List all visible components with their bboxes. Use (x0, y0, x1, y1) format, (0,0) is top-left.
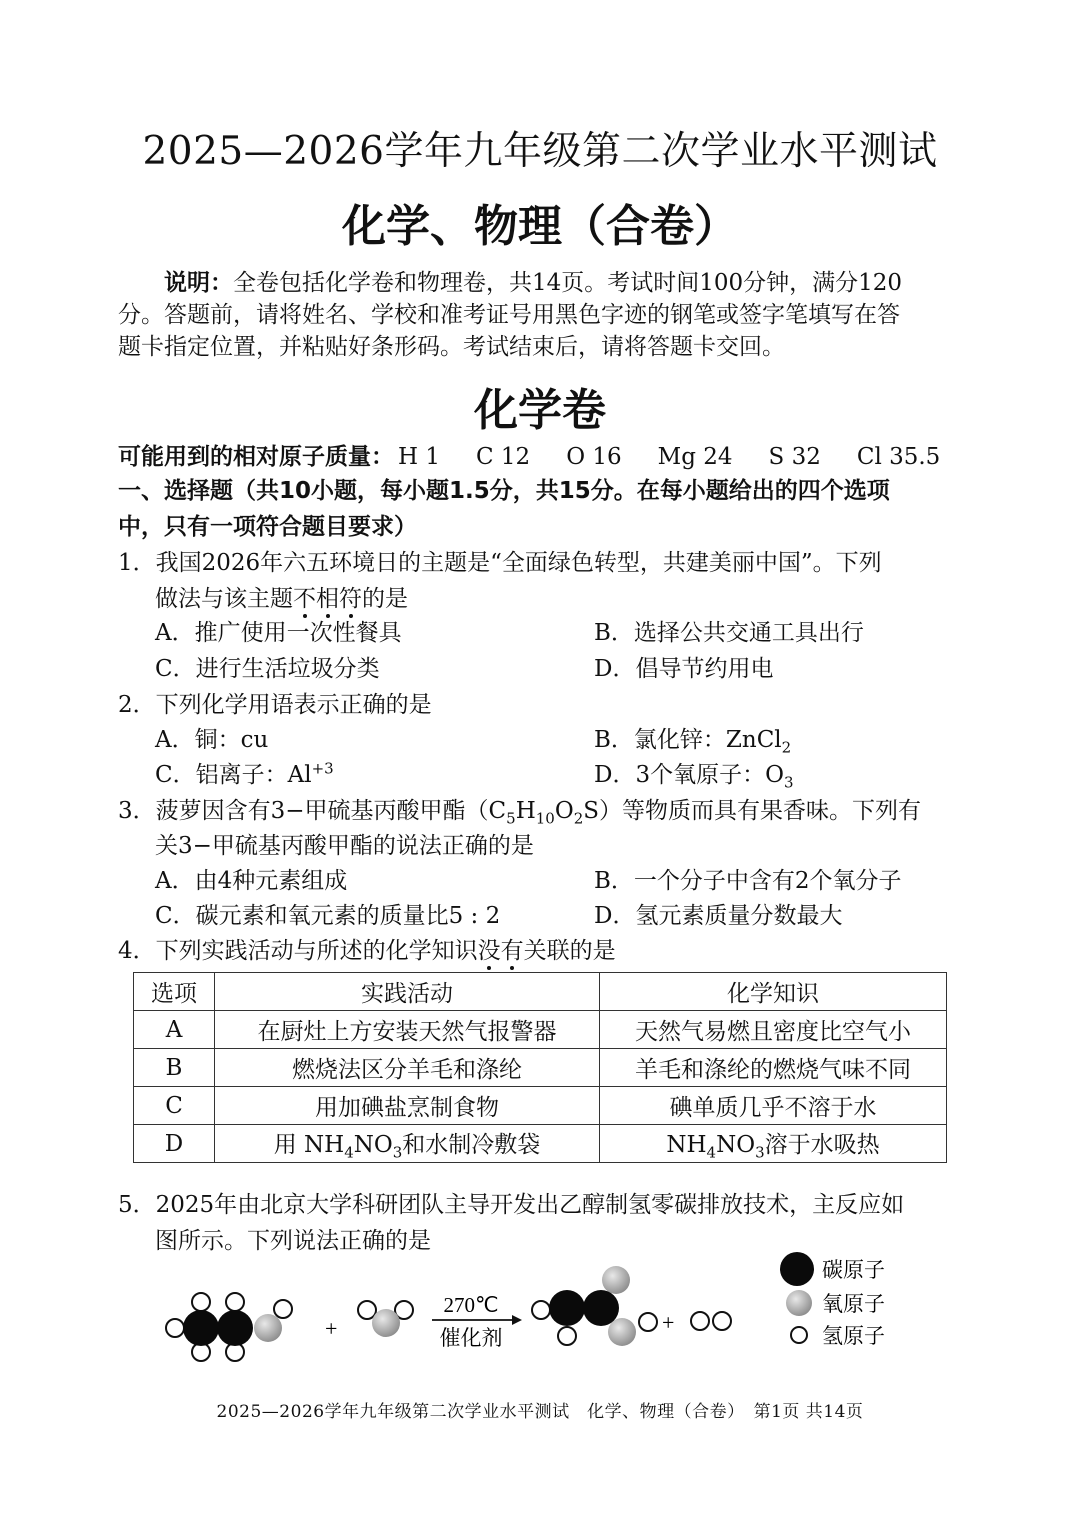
q4-d-know-b: NO (716, 1131, 756, 1158)
q1-stem-1: 1．我国2026年六五环境日的主题是“全面绿色转型，共建美丽中国”。下列 (118, 550, 882, 576)
mass-s: S 32 (768, 444, 821, 470)
q3-stem-1b: S）等物质而具有果香味。下列有 (583, 798, 922, 824)
part1-heading-1: 一、选择题（共10小题，每小题1.5分，共15分。在每小题给出的四个选项 (118, 478, 890, 504)
q4-row-c-activity: 用加碘盐烹制食物 (215, 1087, 600, 1125)
hydrogen-atom-icon (791, 1327, 807, 1343)
q3-sub-2: 10 (535, 809, 555, 828)
q4-header-knowledge: 化学知识 (600, 973, 947, 1011)
oxygen-atom-icon (786, 1290, 812, 1316)
q4-d-know-a: NH (666, 1131, 707, 1158)
q4-emph-2: 有 (500, 938, 524, 964)
intro-text-1: 全卷包括化学卷和物理卷，共14页。考试时间100分钟，满分120 (233, 270, 903, 296)
q3-sub-1: 5 (506, 809, 516, 828)
q4-d-act-sub2: 3 (392, 1143, 403, 1162)
q3-mid-2: O (554, 798, 574, 824)
atom-legend (780, 1252, 885, 1348)
q4-d-act-b: NO (353, 1131, 393, 1158)
mass-h: H 1 (398, 444, 441, 470)
q1-option-a: A．推广使用一次性餐具 (155, 620, 402, 646)
q1-emph-3: 符 (339, 586, 362, 612)
q3-option-d: D．氢元素质量分数最大 (594, 903, 843, 929)
product-molecule (532, 1266, 657, 1346)
page-footer: 2025—2026学年九年级第二次学业水平测试 化学、物理（合卷） 第1页 共14页 (216, 1402, 864, 1422)
part1-heading-2: 中，只有一项符合题目要求） (118, 514, 417, 540)
plus-sign-1: + (325, 1316, 338, 1341)
exam-title: 2025—2026学年九年级第二次学业水平测试 (142, 129, 938, 174)
mass-c: C 12 (476, 444, 531, 470)
intro-line-3: 题卡指定位置，并粘贴好条形码。考试结束后，请将答题卡交回。 (118, 334, 785, 360)
legend-oxygen: 氧原子 (822, 1292, 885, 1316)
mass-cl: Cl 35.5 (856, 444, 941, 470)
q1-option-c: C．进行生活垃圾分类 (155, 656, 380, 682)
q1-emph-2: 相 (316, 586, 339, 612)
q4-row-a-option: A (134, 1011, 215, 1049)
q3-stem-2: 关3−甲硫基丙酸甲酯的说法正确的是 (155, 833, 534, 859)
q4-row-a-knowledge: 天然气易燃且密度比空气小 (600, 1011, 947, 1049)
q4-d-know-sub2: 3 (755, 1143, 765, 1162)
mass-mg: Mg 24 (657, 444, 733, 470)
carbon-atom-icon (780, 1252, 814, 1286)
q4-row-b-option: B (134, 1049, 215, 1087)
q2-b-text: B．氯化锌：ZnCl (594, 727, 782, 753)
ethanol-molecule (166, 1293, 292, 1361)
q5-stem-2: 图所示。下列说法正确的是 (155, 1228, 431, 1254)
q3-option-c: C．碳元素和氧元素的质量比5 : 2 (155, 903, 501, 929)
q4-d-know-sub1: 4 (706, 1143, 717, 1162)
q4-row-d-option: D (134, 1125, 215, 1163)
q4-row-c-option: C (134, 1087, 215, 1125)
q3-sub-3: 2 (573, 809, 584, 828)
hydrogen-molecule (691, 1312, 731, 1330)
q3-option-b: B．一个分子中含有2个氧分子 (594, 868, 902, 894)
q4-row-a-activity: 在厨灶上方安装天然气报警器 (215, 1011, 600, 1049)
q1-option-b: B．选择公共交通工具出行 (594, 620, 864, 646)
q4-d-know-c: 溶于水吸热 (764, 1131, 880, 1158)
q2-option-a: A．铜：cu (155, 727, 269, 753)
atomic-masses-label: 可能用到的相对原子质量： (118, 444, 394, 470)
q5-stem-1: 5．2025年由北京大学科研团队主导开发出乙醇制氢零碳排放技术，主反应如 (118, 1192, 905, 1218)
q2-d-text: D．3个氧原子：O (594, 762, 784, 788)
q3-mid-1: H (515, 798, 536, 824)
q4-stem-b: 关联的是 (523, 938, 616, 964)
q4-stem-a: 4．下列实践活动与所述的化学知识 (118, 938, 478, 964)
q4-d-act-c: 和水制冷敷袋 (402, 1131, 541, 1158)
q1-stem-2a: 做法与该主题 (155, 586, 293, 612)
intro-line-2: 分。答题前，请将姓名、学校和准考证号用黑色字迹的钢笔或签字笔填写在答 (118, 302, 900, 328)
q4-row-c-knowledge: 碘单质几乎不溶于水 (600, 1087, 947, 1125)
q2-c-text: C．铝离子：Al (155, 762, 312, 788)
q4-d-act-a: 用 NH (273, 1131, 345, 1158)
reaction-temperature: 270℃ (443, 1293, 499, 1317)
exam-subtitle: 化学、物理（合卷） (342, 201, 738, 252)
mass-o: O 16 (566, 444, 622, 470)
q4-emph-1: 没 (477, 938, 501, 964)
q3-option-a: A．由4种元素组成 (155, 868, 348, 894)
q1-stem-2b: 的是 (362, 586, 408, 612)
intro-label: 说明： (164, 270, 233, 296)
q2-stem: 2．下列化学用语表示正确的是 (118, 692, 432, 718)
q2-d-sub: 3 (783, 773, 794, 792)
legend-carbon: 碳原子 (822, 1258, 885, 1282)
reaction-catalyst: 催化剂 (439, 1326, 503, 1350)
q2-b-sub: 2 (781, 738, 792, 757)
q4-header-option: 选项 (134, 973, 215, 1011)
q1-emph-1: 不 (293, 586, 316, 612)
q4-header-activity: 实践活动 (215, 973, 600, 1011)
plus-sign-2: + (662, 1310, 675, 1335)
q1-option-d: D．倡导节约用电 (594, 656, 774, 682)
q2-c-sup: +3 (311, 759, 334, 778)
q4-d-act-sub1: 4 (344, 1143, 354, 1162)
q3-stem-1a: 3．菠萝因含有3−甲硫基丙酸甲酯（C (118, 798, 507, 824)
q4-row-b-knowledge: 羊毛和涤纶的燃烧气味不同 (600, 1049, 947, 1087)
q4-row-b-activity: 燃烧法区分羊毛和涤纶 (215, 1049, 600, 1087)
water-molecule (358, 1301, 413, 1337)
section-title: 化学卷 (474, 385, 606, 436)
legend-hydrogen: 氢原子 (822, 1324, 885, 1348)
